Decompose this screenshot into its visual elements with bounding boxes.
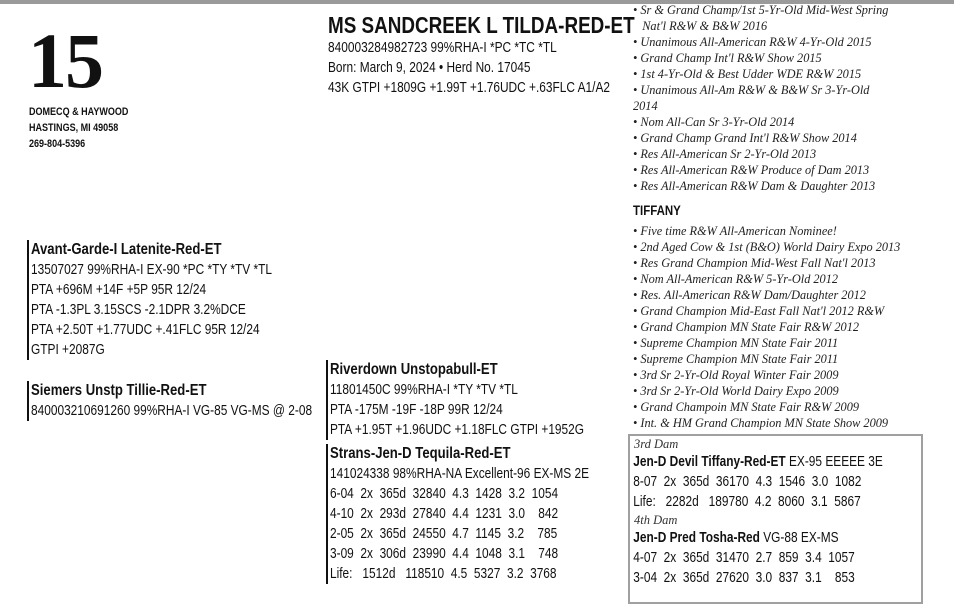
third-dam-name: Jen-D Devil Tiffany-Red-ET xyxy=(633,454,786,470)
animal-born: Born: March 9, 2024 • Herd No. 17045 xyxy=(328,60,531,76)
consignor-phone: 269-804-5396 xyxy=(29,138,86,150)
award-item: • Int. & HM Grand Champion MN State Show 2009 xyxy=(633,416,889,430)
sire-line: PTA +2.50T +1.77UDC +.41FLC 95R 12/24 xyxy=(31,322,260,338)
award-item: Nat'l R&W & B&W 2016 xyxy=(633,19,768,33)
award-item: • 2nd Aged Cow & 1st (B&O) World Dairy Expo 2013 xyxy=(633,240,901,254)
award-item: 2014 xyxy=(633,99,658,113)
ancestor-dams-box xyxy=(628,434,923,604)
fourth-dam-record: 4-07 2x 365d 31470 2.7 859 3.4 1057 xyxy=(633,550,855,566)
award-item: • Res All-American R&W Dam & Daughter 2013 xyxy=(633,179,876,193)
award-item: • Nom All-American R&W 5-Yr-Old 2012 xyxy=(633,272,839,286)
award-item: • Unanimous All-Am R&W & B&W Sr 3-Yr-Old xyxy=(633,83,870,97)
consignor-name: DOMECQ & HAYWOOD xyxy=(29,106,129,118)
dam-side-block xyxy=(27,381,374,421)
award-item: • Res Grand Champion Mid-West Fall Nat'l 2013 xyxy=(633,256,876,270)
award-item: • Grand Champion MN State Fair R&W 2012 xyxy=(633,320,859,334)
dam-record: Life: 1512d 118510 4.5 5327 3.2 3768 xyxy=(330,566,557,582)
sire-line: PTA +696M +14F +5P 95R 12/24 xyxy=(31,282,207,298)
award-item: • Supreme Champion MN State Fair 2011 xyxy=(633,352,839,366)
third-dam-record: 8-07 2x 365d 36170 4.3 1546 3.0 1082 xyxy=(633,474,862,490)
award-item: • 3rd Sr 2-Yr-Old World Dairy Expo 2009 xyxy=(633,384,839,398)
dam-line: 141024338 98%RHA-NA Excellent-96 EX-MS 2E xyxy=(330,466,590,482)
dam-block xyxy=(326,444,646,584)
lot-number: 15 xyxy=(28,17,102,104)
fourth-dam-name-line xyxy=(630,528,869,548)
sire-line: 13507027 99%RHA-I EX-90 *PC *TY *TV *TL xyxy=(31,262,273,278)
award-item: • Unanimous All-American R&W 4-Yr-Old 2015 xyxy=(633,35,872,49)
dam-record: 3-09 2x 306d 23990 4.4 1048 3.1 748 xyxy=(330,546,559,562)
dam-record: 4-10 2x 293d 27840 4.4 1231 3.0 842 xyxy=(330,506,559,522)
third-dam-label: 3rd Dam xyxy=(634,437,679,451)
mgs-line: PTA +1.95T +1.96UDC +1.18FLC GTPI +1952G xyxy=(330,422,585,438)
sire-name: Avant-Garde-I Latenite-Red-ET xyxy=(31,241,222,258)
animal-genomics: 43K GTPI +1809G +1.99T +1.76UDC +.63FLC A1/A2 xyxy=(328,80,611,96)
third-dam-name-line xyxy=(630,452,883,472)
award-item: • Res All-American R&W Produce of Dam 2013 xyxy=(633,163,870,177)
third-dam-record: Life: 2282d 189780 4.2 8060 3.1 5867 xyxy=(633,494,861,510)
sire-line: GTPI +2087G xyxy=(31,342,105,358)
award-item: • Grand Champ Int'l R&W Show 2015 xyxy=(633,51,822,65)
animal-info xyxy=(328,38,672,98)
tiffany-awards-list xyxy=(633,223,949,431)
sire-line: PTA -1.3PL 3.15SCS -2.1DPR 3.2%DCE xyxy=(31,302,246,318)
award-item: • Res All-American Sr 2-Yr-Old 2013 xyxy=(633,147,817,161)
tiffany-heading: TIFFANY xyxy=(633,202,681,218)
animal-registration: 840003284982723 99%RHA-I *PC *TC *TL xyxy=(328,40,557,56)
mgs-block xyxy=(326,360,640,440)
consignor-block xyxy=(29,104,150,152)
award-item: • Grand Champion Mid-East Fall Nat'l 2012 R&W xyxy=(633,304,885,318)
sire-block xyxy=(27,240,325,360)
animal-name: MS SANDCREEK L TILDA-RED-ET xyxy=(328,12,635,38)
award-item: • Grand Champ Grand Int'l R&W Show 2014 xyxy=(633,131,857,145)
dam-side-name: Siemers Unstp Tillie-Red-ET xyxy=(31,382,207,399)
award-item: • 3rd Sr 2-Yr-Old Royal Winter Fair 2009 xyxy=(633,368,839,382)
dam-record: 6-04 2x 365d 32840 4.3 1428 3.2 1054 xyxy=(330,486,559,502)
mgs-name: Riverdown Unstopabull-ET xyxy=(330,361,498,378)
dam-side-line: 840003210691260 99%RHA-I VG-85 VG-MS @ 2-08 xyxy=(31,403,313,419)
mgs-line: PTA -175M -19F -18P 99R 12/24 xyxy=(330,402,503,418)
award-item: • Five time R&W All-American Nominee! xyxy=(633,224,837,238)
consignor-location: HASTINGS, MI 49058 xyxy=(29,122,119,134)
dam-record: 2-05 2x 365d 24550 4.7 1145 3.2 785 xyxy=(330,526,558,542)
fourth-dam-name: Jen-D Pred Tosha-Red xyxy=(633,530,760,546)
awards-list xyxy=(633,2,949,194)
award-item: • Res. All-American R&W Dam/Daughter 2012 xyxy=(633,288,866,302)
award-item: • Supreme Champion MN State Fair 2011 xyxy=(633,336,839,350)
dam-name: Strans-Jen-D Tequila-Red-ET xyxy=(330,445,511,462)
fourth-dam-label: 4th Dam xyxy=(634,513,678,527)
award-item: • Sr & Grand Champ/1st 5-Yr-Old Mid-West Spring xyxy=(633,3,889,17)
award-item: • 1st 4-Yr-Old & Best Udder WDE R&W 2015 xyxy=(633,67,862,81)
award-item: • Nom All-Can Sr 3-Yr-Old 2014 xyxy=(633,115,795,129)
fourth-dam-class: VG-88 EX-MS xyxy=(763,530,839,546)
third-dam-class: EX-95 EEEEE 3E xyxy=(788,454,883,470)
mgs-line: 11801450C 99%RHA-I *TY *TV *TL xyxy=(330,382,518,398)
fourth-dam-record: 3-04 2x 365d 27620 3.0 837 3.1 853 xyxy=(633,570,855,586)
award-item: • Grand Champoin MN State Fair R&W 2009 xyxy=(633,400,859,414)
